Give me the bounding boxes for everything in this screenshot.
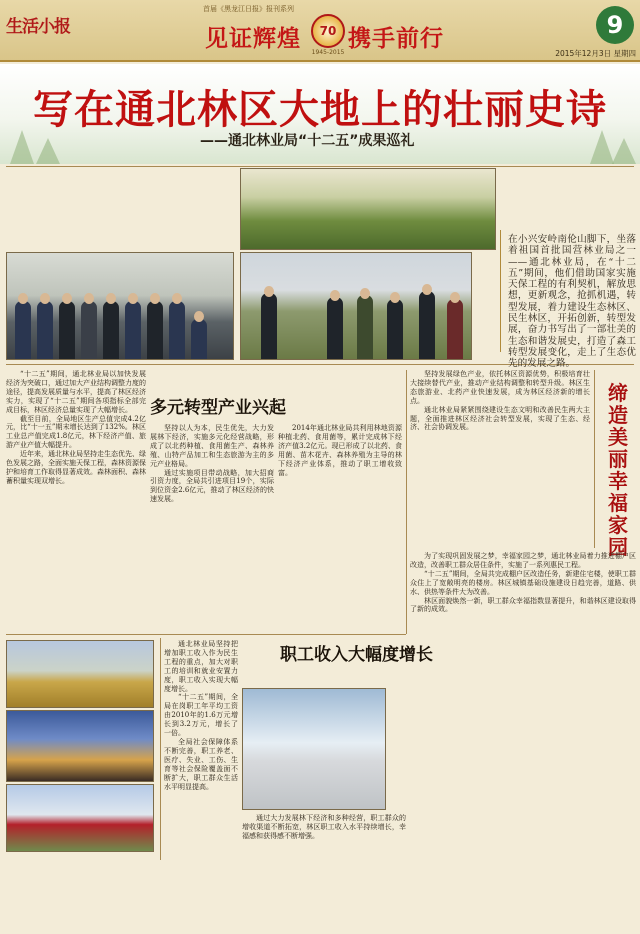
body-paragraph: 截至目前，全局地区生产总值完成4.2亿元，比“十一五”期末增长达到了132%。林区工业总产值完成1.8亿元，林下经济产值、旅游产业产值大幅提升。 bbox=[6, 414, 146, 450]
body-column-bottom bbox=[242, 814, 406, 854]
body-paragraph: “十二五”期间，通北林业局以加快发展经济为突破口，通过加大产业结构调整力度的途径，提高发展质量与水平，提高了林区经济实力，实现了“十二五”期间各项指标全部完成目标，林区经济总量实现了大幅增长。 bbox=[6, 370, 146, 414]
town-night-photo bbox=[6, 710, 154, 782]
header-title-right: 携手前行 bbox=[348, 26, 444, 52]
gate-building-photo bbox=[6, 784, 154, 852]
body-column-left-1 bbox=[6, 370, 146, 632]
anniversary-years: 1945-2015 bbox=[311, 49, 345, 56]
field-inspection-photo bbox=[240, 252, 472, 360]
body-paragraph: 通过大力发展林下经济和多种经营，职工群众的增收渠道不断拓宽，林区职工收入水平持续增长，幸福感和获得感不断增强。 bbox=[242, 814, 406, 840]
main-headline: 写在通北林区大地上的壮丽史诗 bbox=[33, 86, 607, 133]
main-subheadline: ——通北林业局“十二五”成果巡礼 bbox=[200, 133, 415, 149]
divider bbox=[6, 634, 406, 635]
divider bbox=[406, 370, 407, 634]
body-paragraph: 全局社会保障体系不断完善，职工养老、医疗、失业、工伤、生育等社会保险覆盖面不断扩大，职工群众生活水平明显提高。 bbox=[164, 737, 238, 791]
tree-icon bbox=[36, 138, 60, 164]
body-column-middle-1 bbox=[278, 424, 402, 632]
page-date: 2015年12月3日 星期四 bbox=[555, 49, 636, 58]
body-column-left-2 bbox=[150, 424, 274, 632]
divider bbox=[160, 638, 161, 860]
body-paragraph: 通北林业局坚持把增加职工收入作为民生工程的重点，加大对职工的培训和就业安置力度，职工收入实现大幅度增长。 bbox=[164, 640, 238, 693]
body-paragraph: 坚持发展绿色产业，依托林区资源优势，积极培育壮大接续替代产业，推动产业结构调整和转型升级。林区生态旅游业、北药产业快速发展，成为林区经济新的增长点。 bbox=[410, 370, 590, 405]
officials-photo bbox=[6, 252, 234, 360]
forest-photo bbox=[240, 168, 496, 250]
body-paragraph: 坚持以人为本，民生优先，大力发展林下经济，实施多元化经营战略，形成了以北药种植、食用菌生产、森林养殖、山特产品加工和生态旅游为主的多元产业格局。 bbox=[150, 424, 274, 468]
square-exercise-photo bbox=[242, 688, 386, 810]
body-paragraph: 林区面貌焕然一新，职工群众幸福指数显著提升，和谐林区建设取得了新的成效。 bbox=[410, 596, 636, 614]
tree-icon bbox=[10, 130, 34, 164]
body-paragraph: “十二五”期间，全局在岗职工年平均工资由2010年的1.6万元增长到3.2万元，增长了一倍。 bbox=[164, 693, 238, 738]
intro-text: 在小兴安岭南伦山脚下，坐落着祖国首批国营林业局之一——通北林业局，在“十二五”期间，他们借助国家实施天保工程的有利契机，解放思想，更新观念，抢抓机遇，转型发展，着力建设生态林区、民生林区，开拓创新，转型发展，奋力书写出了一部壮美的生态和谐发展史，打造了森工转型发展变化，走上了生态优先的发展之路。 bbox=[508, 234, 636, 370]
divider bbox=[594, 370, 595, 548]
side-headline: 缔 造 美 丽 幸 福 家 园 bbox=[608, 381, 628, 559]
body-paragraph: 通过实施项目带动战略，加大招商引资力度，全局共引进项目19个，实际到位资金2.6亿元，推动了林区经济的快速发展。 bbox=[150, 468, 274, 504]
harvest-photo bbox=[6, 640, 154, 708]
section-headline-income: 职工收入大幅度增长 bbox=[280, 645, 433, 665]
body-paragraph: 2014年通北林业局共利用林地资源种植北药、食用菌等，累计完成林下经济产值3.2亿元。现已形成了以北药、食用菌、苗木花卉、森林养殖为主导的林下经济产业体系，推动了职工增收致富。 bbox=[278, 424, 402, 477]
anniversary-badge-icon: 70 bbox=[311, 14, 345, 48]
masthead-logo: 生活小报 bbox=[6, 17, 70, 37]
header-title-left: 见证辉煌 bbox=[205, 26, 301, 52]
divider bbox=[6, 166, 634, 167]
header-strip: 首届《黑龙江日报》报刊系列 bbox=[203, 5, 294, 13]
body-paragraph: 通北林业局紧紧围绕建设生态文明和改善民生两大主题，全面推进林区经济社会转型发展，实现了生态、经济、社会协调发展。 bbox=[410, 405, 590, 432]
tree-icon bbox=[590, 130, 614, 164]
body-paragraph: “十二五”期间，全局共完成棚户区改造任务，新建住宅楼，使职工群众住上了宽敞明亮的楼房。林区城镇基础设施建设日趋完善，道路、供水、供热等条件大为改善。 bbox=[410, 569, 636, 596]
body-paragraph: 近年来，通北林业局坚持走生态优先、绿色发展之路，全面实施天保工程，森林资源保护和培育工作取得显著成效。森林面积、森林蓄积量实现双增长。 bbox=[6, 450, 146, 485]
section-headline-industry: 多元转型产业兴起 bbox=[150, 398, 286, 418]
tree-icon bbox=[612, 138, 636, 164]
page-number-badge: 9 bbox=[596, 6, 634, 44]
body-column-right-1 bbox=[410, 370, 590, 546]
body-column-middle-2 bbox=[164, 640, 238, 852]
body-column-right-2 bbox=[410, 552, 636, 852]
body-paragraph: 为了实现巩固发展之梦，幸福家园之梦，通北林业局着力推进棚户区改造，改善职工群众居住条件，实施了一系列惠民工程。 bbox=[410, 552, 636, 569]
